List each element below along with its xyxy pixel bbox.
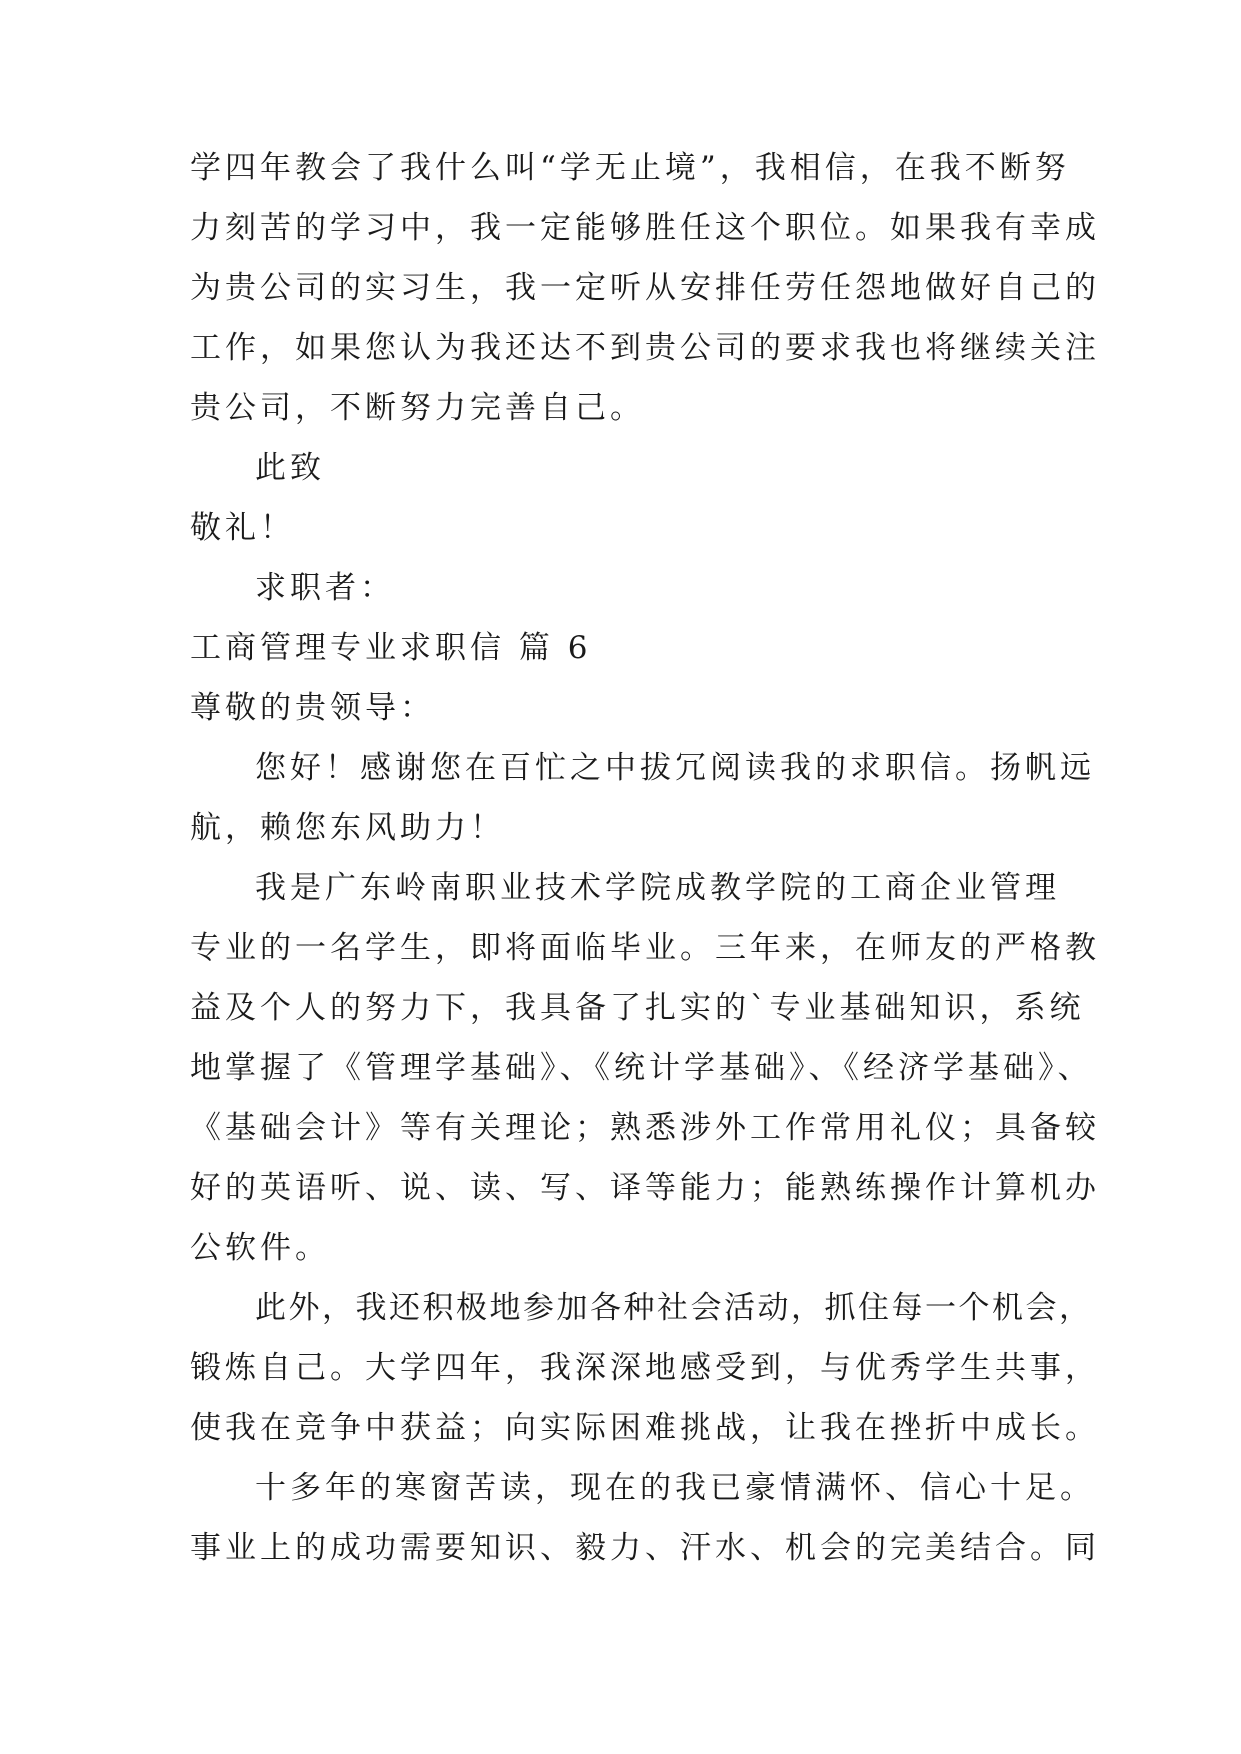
salutation-line: 敬礼！	[190, 510, 295, 546]
paragraph-line: 专业的一名学生，即将面临毕业。三年来，在师友的严格教	[190, 930, 1100, 966]
paragraph-line: 学四年教会了我什么叫“学无止境”，我相信，在我不断努	[190, 150, 1070, 186]
paragraph-line: 益及个人的努力下，我具备了扎实的`专业基础知识，系统	[190, 990, 1085, 1026]
paragraph-line: 《基础会计》等有关理论；熟悉涉外工作常用礼仪；具备较	[190, 1110, 1100, 1146]
paragraph-line: 使我在竞争中获益；向实际困难挑战，让我在挫折中成长。	[190, 1410, 1100, 1446]
paragraph-line: 贵公司，不断努力完善自己。	[190, 390, 645, 426]
paragraph-line: 力刻苦的学习中，我一定能够胜任这个职位。如果我有幸成	[190, 210, 1100, 246]
closing-line: 此致	[255, 450, 325, 486]
paragraph-line: 公软件。	[190, 1230, 330, 1266]
paragraph-line: 工作，如果您认为我还达不到贵公司的要求我也将继续关注	[190, 330, 1100, 366]
paragraph-line: 事业上的成功需要知识、毅力、汗水、机会的完美结合。同	[190, 1530, 1100, 1566]
paragraph-line: 锻炼自己。大学四年，我深深地感受到，与优秀学生共事，	[190, 1350, 1100, 1386]
paragraph-line: 好的英语听、说、读、写、译等能力；能熟练操作计算机办	[190, 1170, 1100, 1206]
paragraph-line: 地掌握了《管理学基础》、《统计学基础》、《经济学基础》、	[190, 1050, 1093, 1086]
paragraph-line: 航，赖您东风助力！	[190, 810, 505, 846]
paragraph-line: 为贵公司的实习生，我一定听从安排任劳任怨地做好自己的	[190, 270, 1100, 306]
section-title: 工商管理专业求职信 篇 6	[190, 630, 592, 666]
paragraph-line: 我是广东岭南职业技术学院成教学院的工商企业管理	[255, 870, 1060, 906]
greeting-line: 尊敬的贵领导：	[190, 690, 435, 726]
paragraph-line: 此外，我还积极地参加各种社会活动，抓住每一个机会，	[255, 1290, 1093, 1326]
signature-label: 求职者：	[255, 570, 395, 606]
paragraph-line: 您好！感谢您在百忙之中拔冗阅读我的求职信。扬帆远	[255, 750, 1095, 786]
paragraph-line: 十多年的寒窗苦读，现在的我已豪情满怀、信心十足。	[255, 1470, 1095, 1506]
